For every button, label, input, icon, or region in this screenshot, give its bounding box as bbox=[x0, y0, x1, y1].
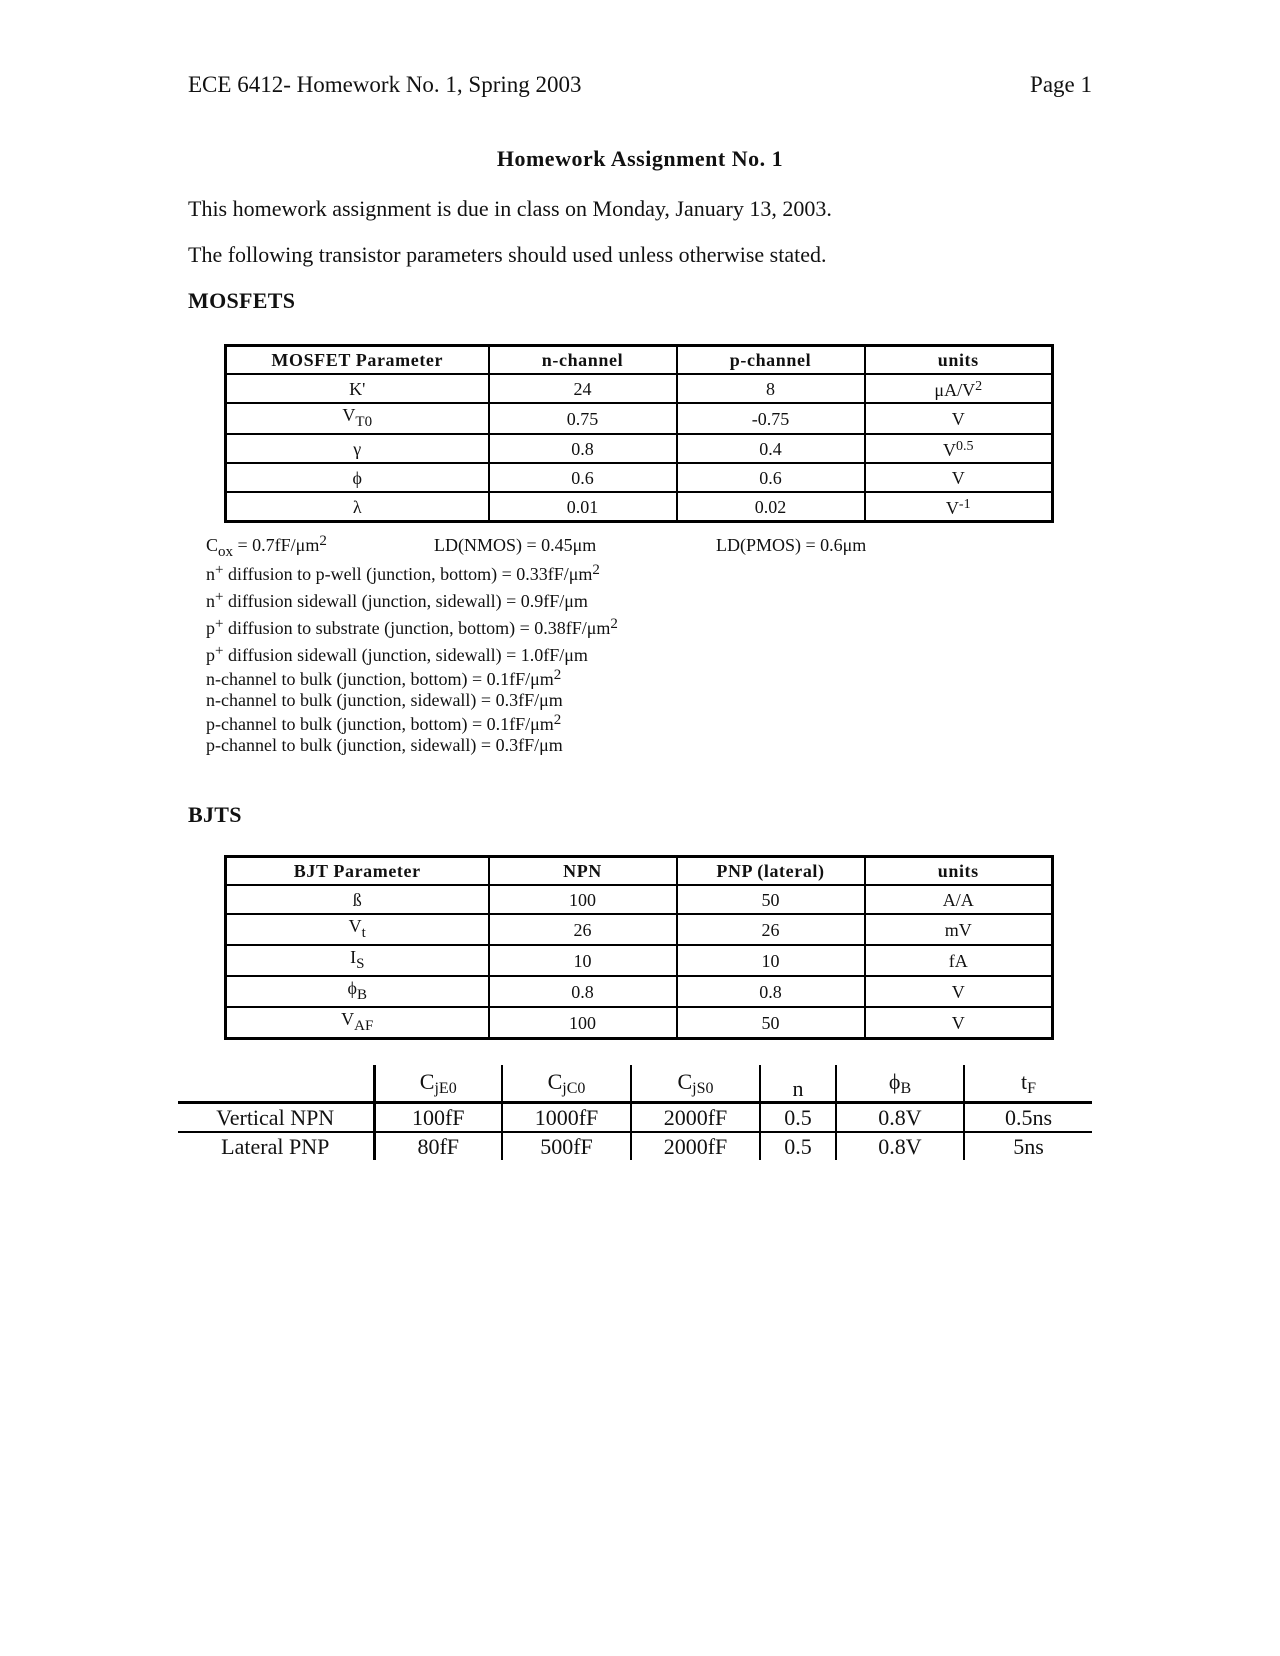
cap-table-header bbox=[178, 1065, 1092, 1103]
table-row bbox=[226, 463, 1053, 492]
cox-subscript: ox bbox=[218, 544, 234, 560]
junction-capacitance-table bbox=[178, 1065, 1092, 1160]
value-cell: 2000fF bbox=[631, 1103, 760, 1133]
param-cell bbox=[226, 914, 489, 945]
p-channel-cell: 0.4 bbox=[677, 434, 865, 463]
p-channel-cell: 8 bbox=[677, 374, 865, 403]
document-title: Homework Assignment No. 1 bbox=[496, 146, 784, 171]
note-suffix-sup: 2 bbox=[553, 667, 562, 683]
ld-pmos-note: LD(PMOS) = 0.6μm bbox=[716, 535, 867, 555]
table-row bbox=[178, 1103, 1092, 1133]
value-cell: 100fF bbox=[374, 1103, 502, 1133]
param-text: ß bbox=[352, 889, 362, 910]
pnp-cell: 10 bbox=[677, 945, 865, 976]
header-subscript: jC0 bbox=[562, 1080, 586, 1097]
note-line bbox=[206, 617, 618, 640]
param-cell: λ bbox=[226, 492, 489, 522]
param-subscript: AF bbox=[354, 1018, 374, 1034]
cox-value: = 0.7fF/μm bbox=[233, 535, 320, 555]
bjt-header-parameter: BJT Parameter bbox=[226, 857, 489, 886]
pnp-cell: 0.8 bbox=[677, 976, 865, 1007]
pnp-cell: 50 bbox=[677, 885, 865, 914]
bjt-header-npn: NPN bbox=[489, 857, 677, 886]
pnp-cell: 50 bbox=[677, 1007, 865, 1039]
note-line bbox=[206, 714, 618, 735]
mosfet-parameter-table bbox=[224, 344, 1054, 523]
value-cell: 500fF bbox=[502, 1132, 631, 1160]
capacitance-notes bbox=[206, 533, 867, 756]
cap-header-cjc0 bbox=[502, 1065, 631, 1103]
note-text: diffusion to substrate (junction, bottom) = 0.38fF/μm bbox=[223, 618, 611, 638]
npn-cell: 10 bbox=[489, 945, 677, 976]
table-row bbox=[226, 434, 1053, 463]
value-cell: 0.8V bbox=[836, 1132, 964, 1160]
unit-cell: V bbox=[865, 403, 1053, 434]
cap-header-n bbox=[760, 1065, 836, 1103]
p-channel-cell: 0.6 bbox=[677, 463, 865, 492]
unit-superscript: 2 bbox=[975, 379, 983, 394]
note-line bbox=[206, 690, 618, 711]
row-label: Lateral PNP bbox=[178, 1132, 374, 1160]
unit-cell bbox=[865, 434, 1053, 463]
header-symbol: t bbox=[1020, 1069, 1028, 1094]
unit-cell: mV bbox=[865, 914, 1053, 945]
unit-cell: V bbox=[865, 463, 1053, 492]
value-cell: 0.5 bbox=[760, 1103, 836, 1133]
cap-header-phib bbox=[836, 1065, 964, 1103]
cap-header-cjs0 bbox=[631, 1065, 760, 1103]
param-subscript: T0 bbox=[355, 414, 373, 430]
value-cell: 80fF bbox=[374, 1132, 502, 1160]
mosfet-header-parameter: MOSFET Parameter bbox=[226, 346, 489, 375]
unit-text: V bbox=[945, 498, 959, 518]
npn-cell: 26 bbox=[489, 914, 677, 945]
note-text: diffusion to p-well (junction, bottom) = 0.33fF/μm bbox=[223, 564, 593, 584]
param-text: V bbox=[342, 405, 356, 425]
value-cell: 0.8V bbox=[836, 1103, 964, 1133]
ld-nmos-note: LD(NMOS) = 0.45μm bbox=[434, 535, 597, 555]
table-row bbox=[226, 885, 1053, 914]
unit-cell bbox=[865, 492, 1053, 522]
param-text: I bbox=[350, 947, 357, 967]
value-cell: 1000fF bbox=[502, 1103, 631, 1133]
param-subscript: S bbox=[356, 956, 365, 972]
parameters-intro-text: The following transistor parameters should used unless otherwise stated. bbox=[188, 242, 827, 267]
bjt-parameter-table bbox=[224, 855, 1054, 1040]
header-subscript: jE0 bbox=[434, 1080, 457, 1097]
table-row bbox=[226, 403, 1053, 434]
table-row bbox=[226, 914, 1053, 945]
value-cell: 5ns bbox=[964, 1132, 1092, 1160]
unit-cell: V bbox=[865, 1007, 1053, 1039]
header-symbol: C bbox=[547, 1069, 563, 1094]
n-channel-cell: 0.6 bbox=[489, 463, 677, 492]
n-channel-cell: 0.75 bbox=[489, 403, 677, 434]
bjt-header-pnp: PNP (lateral) bbox=[677, 857, 865, 886]
mosfet-header-units: units bbox=[865, 346, 1053, 375]
note-suffix-sup: 2 bbox=[592, 562, 600, 578]
header-course: ECE 6412- Homework No. 1, Spring 2003 bbox=[188, 72, 582, 97]
unit-superscript: 0.5 bbox=[956, 439, 974, 454]
unit-superscript: -1 bbox=[958, 497, 971, 512]
param-cell bbox=[226, 403, 489, 434]
table-row bbox=[226, 374, 1053, 403]
note-prefix: n bbox=[206, 564, 215, 584]
param-cell: γ bbox=[226, 434, 489, 463]
unit-cell: A/A bbox=[865, 885, 1053, 914]
param-text: V bbox=[341, 1009, 355, 1029]
note-suffix-sup: 2 bbox=[553, 712, 562, 728]
cox-note bbox=[206, 533, 327, 560]
value-cell: 0.5 bbox=[760, 1132, 836, 1160]
value-cell: 0.5ns bbox=[964, 1103, 1092, 1133]
row-label: Vertical NPN bbox=[178, 1103, 374, 1133]
header-symbol: C bbox=[677, 1069, 693, 1094]
header-symbol: n bbox=[792, 1076, 804, 1101]
header-subscript: F bbox=[1027, 1080, 1037, 1097]
note-line bbox=[206, 735, 618, 756]
note-prefix-sup: + bbox=[215, 589, 224, 605]
note-suffix-sup: 2 bbox=[610, 616, 618, 632]
table-row bbox=[226, 492, 1053, 522]
table-row bbox=[226, 945, 1053, 976]
param-text: ϕ bbox=[347, 978, 357, 998]
header-subscript: jS0 bbox=[692, 1080, 714, 1097]
note-text: p-channel to bulk (junction, bottom) = 0.1fF/μm bbox=[206, 714, 554, 734]
n-channel-cell: 0.01 bbox=[489, 492, 677, 522]
p-channel-cell: -0.75 bbox=[677, 403, 865, 434]
param-cell: ϕ bbox=[226, 463, 489, 492]
p-channel-cell: 0.02 bbox=[677, 492, 865, 522]
npn-cell: 100 bbox=[489, 1007, 677, 1039]
empty-corner-cell bbox=[178, 1065, 374, 1103]
note-prefix-sup: + bbox=[215, 616, 224, 632]
notes-first-line bbox=[206, 533, 867, 560]
table-row bbox=[178, 1132, 1092, 1160]
note-line bbox=[206, 563, 618, 586]
param-subscript: B bbox=[356, 987, 367, 1003]
bjt-table-header bbox=[226, 857, 1053, 886]
param-subscript: t bbox=[361, 925, 366, 941]
header-page-number: Page 1 bbox=[1030, 72, 1092, 97]
n-channel-cell: 0.8 bbox=[489, 434, 677, 463]
param-cell: K' bbox=[226, 374, 489, 403]
mosfet-table-header bbox=[226, 346, 1053, 375]
note-prefix: p bbox=[206, 618, 215, 638]
param-cell bbox=[226, 1007, 489, 1039]
pnp-cell: 26 bbox=[677, 914, 865, 945]
mosfet-header-n-channel: n-channel bbox=[489, 346, 677, 375]
npn-cell: 100 bbox=[489, 885, 677, 914]
note-text: diffusion sidewall (junction, sidewall) = 1.0fF/μm bbox=[223, 645, 588, 665]
unit-cell: V bbox=[865, 976, 1053, 1007]
header-symbol: C bbox=[419, 1069, 435, 1094]
unit-cell: fA bbox=[865, 945, 1053, 976]
param-text: V bbox=[348, 916, 362, 936]
note-text: n-channel to bulk (junction, sidewall) = 0.3fF/μm bbox=[206, 690, 563, 710]
cox-superscript: 2 bbox=[319, 533, 327, 549]
param-cell bbox=[226, 885, 489, 914]
value-cell: 2000fF bbox=[631, 1132, 760, 1160]
note-text: diffusion sidewall (junction, sidewall) = 0.9fF/μm bbox=[223, 591, 588, 611]
cox-symbol: C bbox=[206, 535, 219, 555]
note-prefix-sup: + bbox=[215, 643, 224, 659]
bjts-heading: BJTS bbox=[188, 802, 242, 827]
header-subscript: B bbox=[900, 1080, 912, 1097]
param-cell bbox=[226, 976, 489, 1007]
param-cell bbox=[226, 945, 489, 976]
cap-header-tf bbox=[964, 1065, 1092, 1103]
note-text: p-channel to bulk (junction, sidewall) = 0.3fF/μm bbox=[206, 735, 563, 755]
npn-cell: 0.8 bbox=[489, 976, 677, 1007]
note-text: n-channel to bulk (junction, bottom) = 0.1fF/μm bbox=[206, 669, 554, 689]
mosfets-heading: MOSFETS bbox=[188, 288, 296, 313]
note-prefix: p bbox=[206, 645, 215, 665]
unit-text: V bbox=[943, 440, 956, 460]
header-symbol: ϕ bbox=[888, 1069, 901, 1094]
unit-cell bbox=[865, 374, 1053, 403]
cap-header-cje0 bbox=[374, 1065, 502, 1103]
table-row bbox=[226, 976, 1053, 1007]
mosfet-header-p-channel: p-channel bbox=[677, 346, 865, 375]
n-channel-cell: 24 bbox=[489, 374, 677, 403]
unit-text: μA/V bbox=[934, 380, 976, 400]
note-line bbox=[206, 669, 618, 690]
note-prefix-sup: + bbox=[215, 562, 224, 578]
note-line bbox=[206, 590, 618, 613]
note-line bbox=[206, 644, 618, 667]
table-row bbox=[226, 1007, 1053, 1039]
note-prefix: n bbox=[206, 591, 215, 611]
due-date-text: This homework assignment is due in class on Monday, January 13, 2003. bbox=[188, 196, 832, 221]
bjt-header-units: units bbox=[865, 857, 1053, 886]
